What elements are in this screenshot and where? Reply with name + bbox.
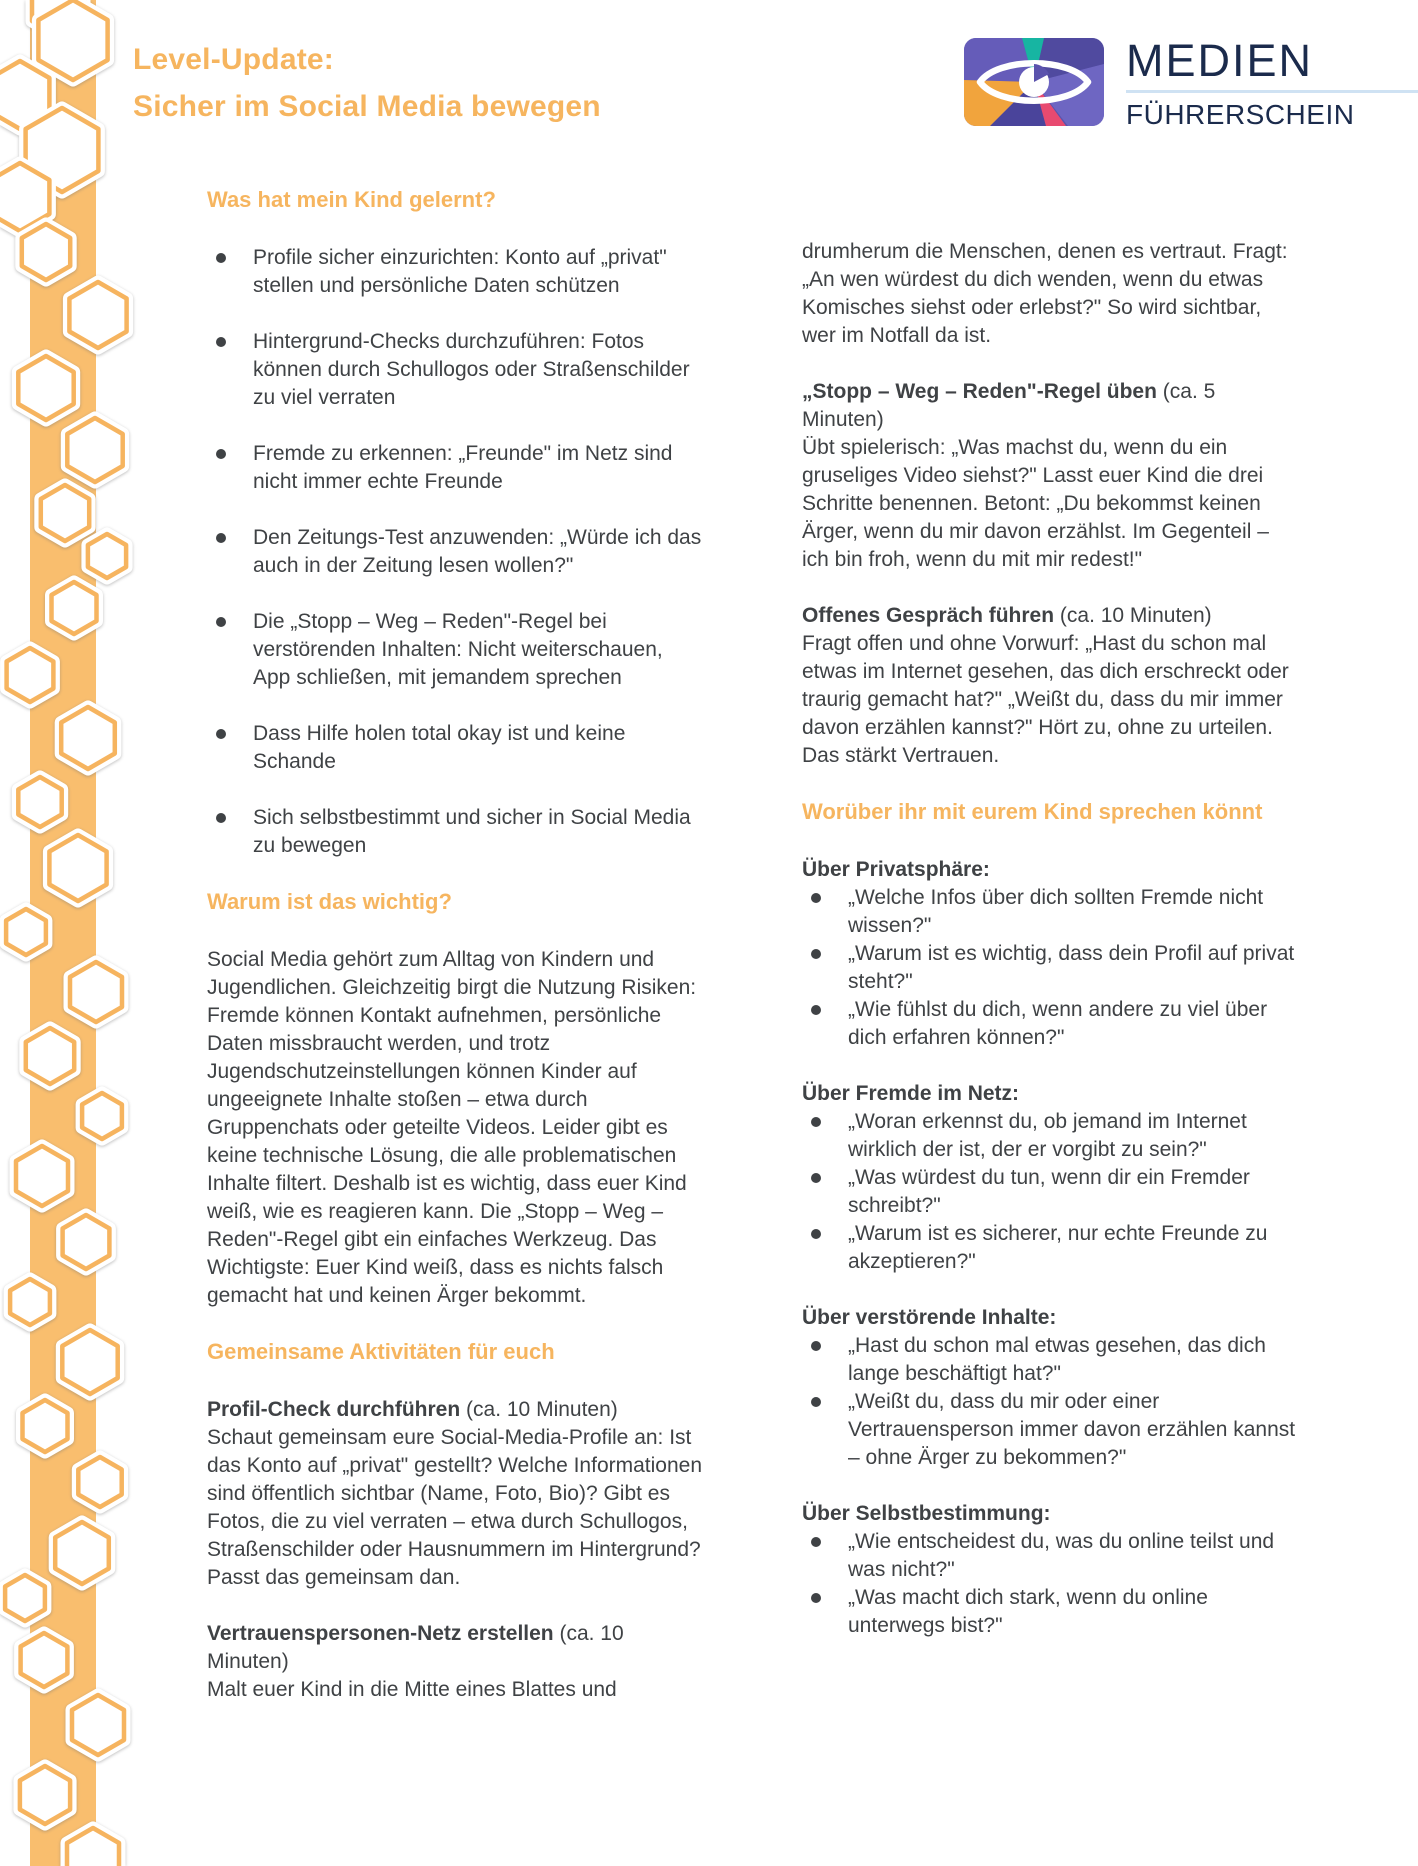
activity-head: [802, 378, 1299, 434]
continuation-paragraph: drumherum die Menschen, denen es vertraut. Fragt: „An wen würdest du dich wenden, wenn du etwas Komisches siehst oder erlebst?" So wird sichtbar, wer im Notfall da ist.: [802, 240, 1288, 347]
list-item-text: „Welche Infos über dich sollten Fremde nicht wissen?": [848, 886, 1264, 937]
logo-word-fuehrerschein: FÜHRERSCHEIN: [1126, 99, 1355, 130]
hexagon-pattern-decoration: [0, 0, 170, 1866]
talk-group-title: Über Fremde im Netz:: [802, 1082, 1020, 1105]
talk-group-title: Über verstörende Inhalte:: [802, 1306, 1057, 1329]
list-item: [802, 1528, 1299, 1584]
list-item: [207, 524, 704, 580]
list-item-text: „Was würdest du tun, wenn dir ein Fremder schreibt?": [848, 1166, 1250, 1217]
why-paragraph: Social Media gehört zum Alltag von Kindern und Jugendlichen. Gleichzeitig birgt die Nutzung Risiken: Fremde können Kontakt aufnehmen, persönliche Daten missbraucht werden, und trotz Jugendschutzeinstellungen können Kinder auf ungeeignete Inhalte stoßen – etwa durch Gruppenchats oder geteilte Videos. Leider gibt es keine technische Lösung, die alle problematischen Inhalte filtert. Deshalb ist es wichtig, dass euer Kind weiß, wie es reagieren kann. Die „Stopp – Weg – Reden"-Regel gibt ein einfaches Werkzeug. Das Wichtigste: Euer Kind weiß, dass es nichts falsch gemacht hat und keinen Ärger bekommt.: [207, 948, 697, 1307]
activity-vertrauensnetz: [207, 1620, 704, 1704]
list-item: [802, 1220, 1299, 1276]
activity-offenes-gespraech: [802, 602, 1299, 770]
page-title: [133, 36, 601, 130]
list-item-text: Sich selbstbestimmt und sicher in Social Media zu bewegen: [253, 806, 691, 857]
talk-group-list: [802, 884, 1299, 1052]
talk-group-list: [802, 1332, 1299, 1472]
talk-group-fremde: [802, 1080, 1299, 1276]
list-item: [207, 804, 704, 860]
talk-group-verstoerende-inhalte: [802, 1304, 1299, 1472]
talk-group-title: Über Privatsphäre:: [802, 858, 990, 881]
list-item-text: „Was macht dich stark, wenn du online unterwegs bist?": [848, 1586, 1208, 1637]
learned-bullet-list: [207, 244, 704, 860]
eye-card-logo-icon: [964, 38, 1104, 126]
activity-title: Offenes Gespräch führen: [802, 604, 1055, 627]
right-column: [802, 186, 1299, 1732]
activity-title: Vertrauenspersonen-Netz erstellen: [207, 1622, 554, 1645]
list-item-text: Profile sicher einzurichten: Konto auf „privat" stellen und persönliche Daten schützen: [253, 246, 667, 297]
activity-body: Schaut gemeinsam eure Social-Media-Profile an: Ist das Konto auf „privat" gestellt? Welche Informationen sind öffentlich sichtbar (Name, Foto, Bio)? Gibt es Fotos, die zu viel verraten – etwa durch Schullogos, Straßenschilder oder Hausnummern im Hintergrund? Passt das gemeinsam dan.: [207, 1426, 703, 1589]
list-item-text: Hintergrund-Checks durchzuführen: Fotos können durch Schullogos oder Straßenschilder zu viel verraten: [253, 330, 690, 409]
talk-group-list: [802, 1528, 1299, 1640]
list-item: [207, 720, 704, 776]
list-item: [207, 440, 704, 496]
list-item-text: „Wie entscheidest du, was du online teilst und was nicht?": [848, 1530, 1275, 1581]
list-item-text: Dass Hilfe holen total okay ist und keine Schande: [253, 722, 626, 773]
list-item-text: „Warum ist es wichtig, dass dein Profil auf privat steht?": [848, 942, 1295, 993]
activity-head: [207, 1620, 704, 1676]
activity-head: [207, 1396, 704, 1424]
list-item-text: Die „Stopp – Weg – Reden"-Regel bei verstörenden Inhalten: Nicht weiterschauen, App schließen, mit jemandem sprechen: [253, 610, 663, 689]
activity-title: Profil-Check durchführen: [207, 1398, 461, 1421]
activity-profil-check: [207, 1396, 704, 1592]
activity-title: „Stopp – Weg – Reden"-Regel üben: [802, 380, 1157, 403]
logo-wordmark: [1126, 34, 1418, 130]
list-item: [802, 884, 1299, 940]
list-item: [207, 328, 704, 412]
talk-group-privatsphaere: [802, 856, 1299, 1052]
list-item-text: „Wie fühlst du dich, wenn andere zu viel über dich erfahren können?": [848, 998, 1268, 1049]
list-item: [802, 996, 1299, 1052]
talk-group-list: [802, 1108, 1299, 1276]
list-item: [802, 1584, 1299, 1640]
logo-underline: [1126, 90, 1418, 93]
list-item: [207, 244, 704, 300]
section-heading-talk: Worüber ihr mit eurem Kind sprechen könnt: [802, 799, 1263, 824]
activity-body: Übt spielerisch: „Was machst du, wenn du ein gruseliges Video siehst?" Lasst euer Kind die drei Schritte benennen. Betont: „Du bekommst keinen Ärger, wenn du mir davon erzählst. Im Gegenteil – ich bin froh, wenn du mit mir redest!": [802, 436, 1269, 571]
activity-head: [802, 602, 1299, 630]
list-item-text: „Warum ist es sicherer, nur echte Freunde zu akzeptieren?": [848, 1222, 1268, 1273]
document-body: [207, 186, 1299, 1732]
list-item-text: „Woran erkennst du, ob jemand im Internet wirklich der ist, der er vorgibt zu sein?": [848, 1110, 1247, 1161]
activity-duration: (ca. 10 Minuten): [460, 1398, 618, 1421]
section-heading-why: Warum ist das wichtig?: [207, 889, 452, 914]
left-column: [207, 186, 704, 1732]
list-item-text: „Weißt du, dass du mir oder einer Vertrauensperson immer davon erzählen kannst – ohne Ärger zu bekommen?": [848, 1390, 1296, 1469]
list-item-text: Fremde zu erkennen: „Freunde" im Netz sind nicht immer echte Freunde: [253, 442, 673, 493]
list-item: [802, 1108, 1299, 1164]
list-item-text: Den Zeitungs-Test anzuwenden: „Würde ich das auch in der Zeitung lesen wollen?": [253, 526, 702, 577]
talk-group-title: Über Selbstbestimmung:: [802, 1502, 1051, 1525]
section-heading-activities: Gemeinsame Aktivitäten für euch: [207, 1339, 555, 1364]
activity-stopp-weg-reden: [802, 378, 1299, 574]
activity-duration: (ca. 10 Minuten): [207, 1622, 624, 1673]
list-item: [802, 940, 1299, 996]
list-item: [802, 1388, 1299, 1472]
activity-duration: (ca. 10 Minuten): [1054, 604, 1212, 627]
medienfuehrerschein-logo: [964, 34, 1418, 134]
activity-body: Fragt offen und ohne Vorwurf: „Hast du schon mal etwas im Internet gesehen, das dich erschreckt oder traurig gemacht hat?" „Weißt du, dass du mir immer davon erzählen kannst?" Hört zu, ohne zu urteilen. Das stärkt Vertrauen.: [802, 632, 1289, 767]
list-item: [207, 608, 704, 692]
logo-word-medien: MEDIEN: [1126, 35, 1314, 86]
activity-duration: (ca. 5 Minuten): [802, 380, 1216, 431]
activity-body: Malt euer Kind in die Mitte eines Blattes und: [207, 1678, 617, 1701]
page-title-line2: Sicher im Social Media bewegen: [133, 90, 601, 123]
list-item-text: „Hast du schon mal etwas gesehen, das dich lange beschäftigt hat?": [848, 1334, 1266, 1385]
list-item: [802, 1164, 1299, 1220]
list-item: [802, 1332, 1299, 1388]
page-title-line1: Level-Update:: [133, 43, 334, 76]
section-heading-learned: Was hat mein Kind gelernt?: [207, 187, 496, 212]
talk-group-selbstbestimmung: [802, 1500, 1299, 1640]
